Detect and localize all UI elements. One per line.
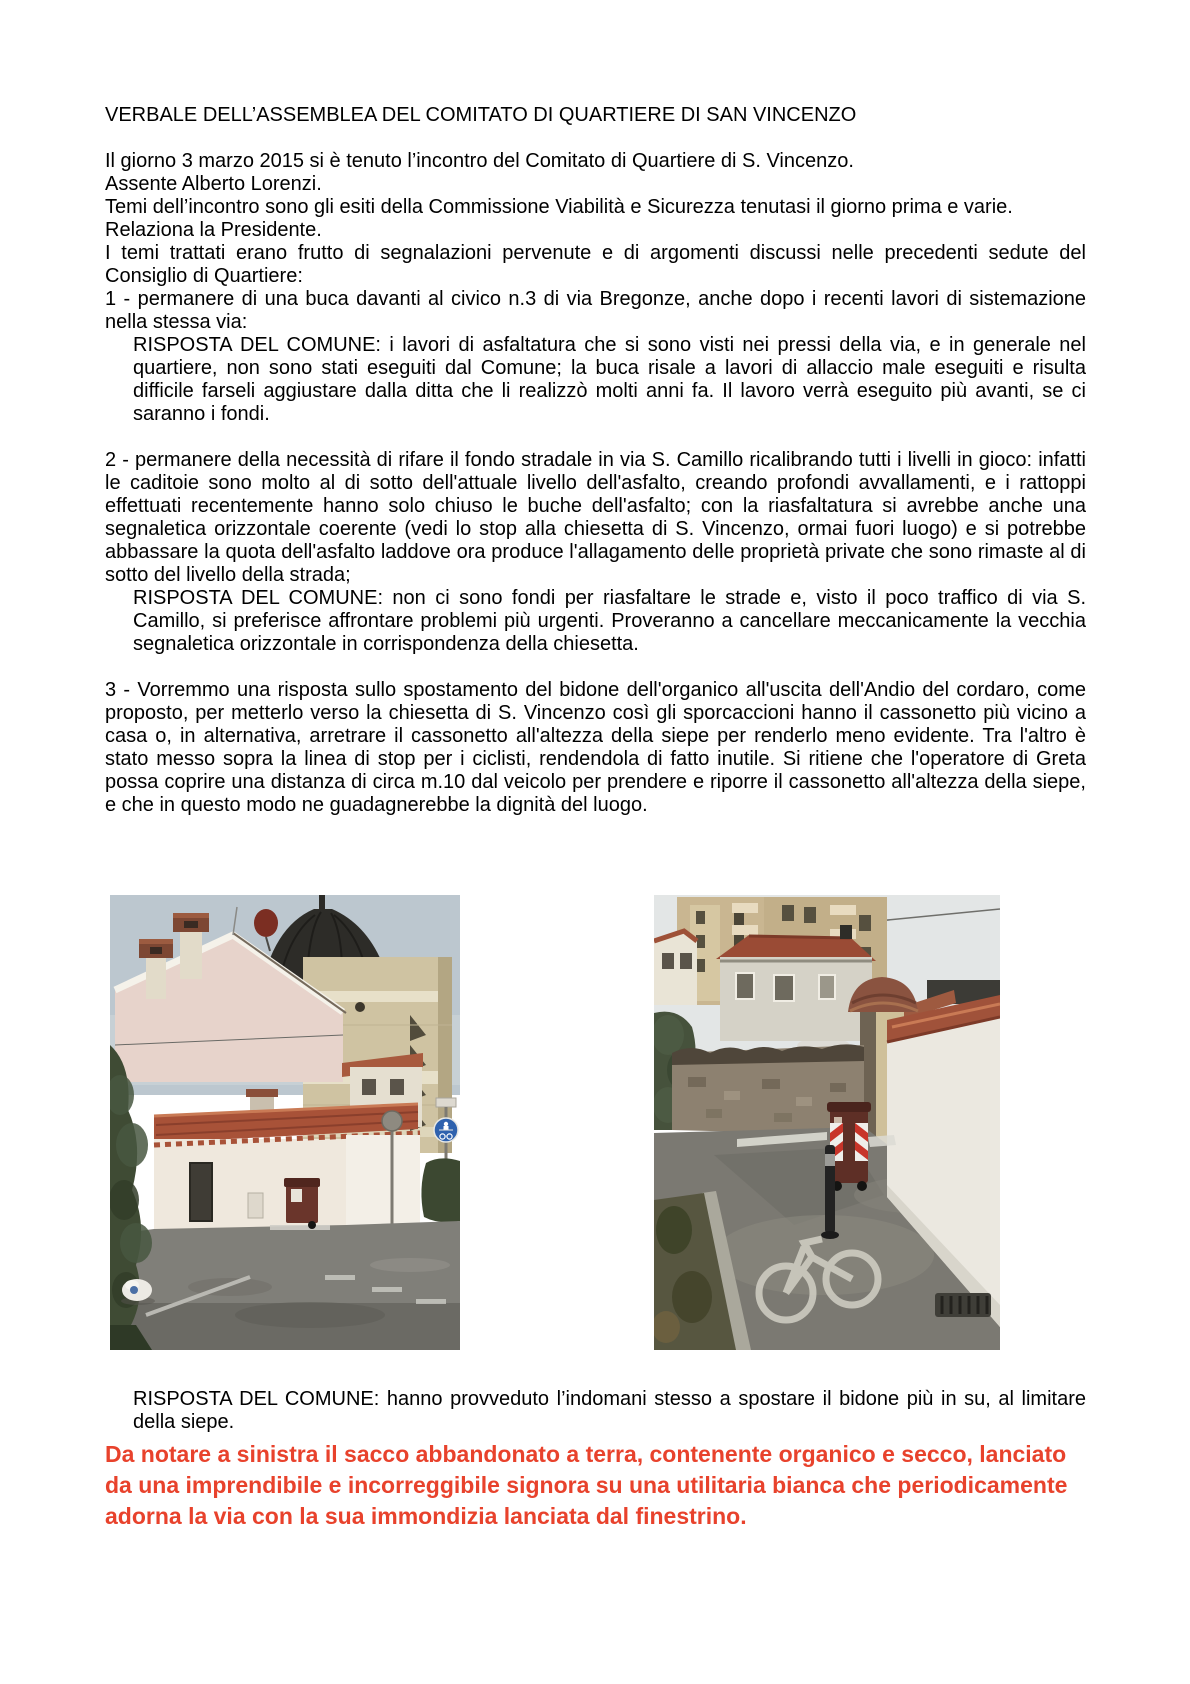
intro-line: Il giorno 3 marzo 2015 si è tenuto l’incontro del Comitato di Quartiere di S. Vincenzo. <box>105 150 854 172</box>
left-building-shape <box>654 931 697 1005</box>
agenda-item-2 <box>105 449 1086 656</box>
road-shape <box>110 1221 460 1350</box>
right-hedge-shape <box>421 1158 460 1222</box>
intro-line: Relaziona la Presidente. <box>105 219 322 241</box>
agenda-item-3 <box>105 679 1086 817</box>
drain-grate-shape <box>935 1293 991 1317</box>
left-photo <box>110 895 460 1350</box>
page-title: VERBALE DELL’ASSEMBLEA DEL COMITATO DI QUARTIERE DI SAN VINCENZO <box>105 104 857 126</box>
mid-house-shape <box>716 925 876 1041</box>
municipality-reply: RISPOSTA DEL COMUNE: non ci sono fondi per riasfaltare le strade e, visto il poco traffico di via S. Camillo, si preferisce affrontare problemi più urgenti. Proveranno a cancellare meccanicamente la vecchia segnaletica orizzontale in corrispondenza della chiesetta. <box>133 587 1086 655</box>
right-photo <box>654 895 1000 1350</box>
intro-line: Assente Alberto Lorenzi. <box>105 173 322 195</box>
photo-gap <box>460 895 654 1350</box>
red-note: Da notare a sinistra il sacco abbandonato a terra, contenente organico e secco, lanciato da una imprendibile e incorreggibile signora su una utilitaria bianca che periodicamente adorna la via con la sua immondizia lanciata dal finestrino. <box>105 1441 1068 1529</box>
issue-text: 3 - Vorremmo una risposta sullo spostamento del bidone dell'organico all'uscita dell'Andio del cordaro, come proposto, per metterlo verso la chiesetta di S. Vincenzo così gli sporcaccioni hanno il cassonetto più vicino a casa o, in alternativa, arretrare il cassonetto all'altezza della siepe per renderlo meno evidente. Tra l'altro è stato messo sopra la linea di stop per i ciclisti, rendendola di fatto inutile. Si ritiene che l'operatore di Greta possa coprire una distanza di circa m.10 dal veicolo per prendere e riporre il cassonetto all'altezza della siepe, e che in questo modo ne guadagnerebbe la dignità del luogo. <box>105 679 1086 816</box>
document-page <box>105 0 1086 1532</box>
intro-line: Temi dell’incontro sono gli esiti della Commissione Viabilità e Sicurezza tenutasi il giorno prima e varie. <box>105 196 1013 218</box>
municipality-reply: RISPOSTA DEL COMUNE: i lavori di asfaltatura che si sono visti nei pressi della via, e in generale nel quartiere, non sono stati eseguiti dal Comune; la buca risale a lavori di allaccio male eseguiti e risulta difficile farseli aggiustare dalla ditta che li realizzò molti anni fa. Il lavoro verrà eseguito più avanti, se ci saranno i fondi. <box>133 334 1086 425</box>
agenda-item-1 <box>105 288 1086 426</box>
issue-text: 2 - permanere della necessità di rifare il fondo stradale in via S. Camillo ricalibrando tutti i livelli in gioco: infatti le caditoie sono molto al di sotto dell'attuale livello dell'asfalto, creando profondi avvallamenti, e i rattoppi effettuati recentemente hanno solo chiuso le buche dell'asfalto; con la riasfaltatura si avrebbe anche una segnaletica orizzontale coerente (vedi lo stop alla chiesetta di S. Vincenzo, ormai fuori luogo) e si potrebbe abbassare la quota dell'asfalto laddove ora produce l'allagamento delle proprietà private che sono rimaste al di sotto del livello della strada; <box>105 449 1086 586</box>
waste-bin <box>284 1178 320 1229</box>
lead-paragraph: I temi trattati erano frutto di segnalazioni pervenute e di argomenti discussi nelle precedenti sedute del Consiglio di Quartiere: <box>105 242 1086 287</box>
final-municipality-reply: RISPOSTA DEL COMUNE: hanno provveduto l’indomani stesso a spostare il bidone più in su, al limitare della siepe. <box>133 1388 1086 1433</box>
photo-row <box>110 895 1086 1350</box>
issue-text: 1 - permanere di una buca davanti al civico n.3 di via Bregonze, anche dopo i recenti lavori di sistemazione nella stessa via: <box>105 288 1086 333</box>
